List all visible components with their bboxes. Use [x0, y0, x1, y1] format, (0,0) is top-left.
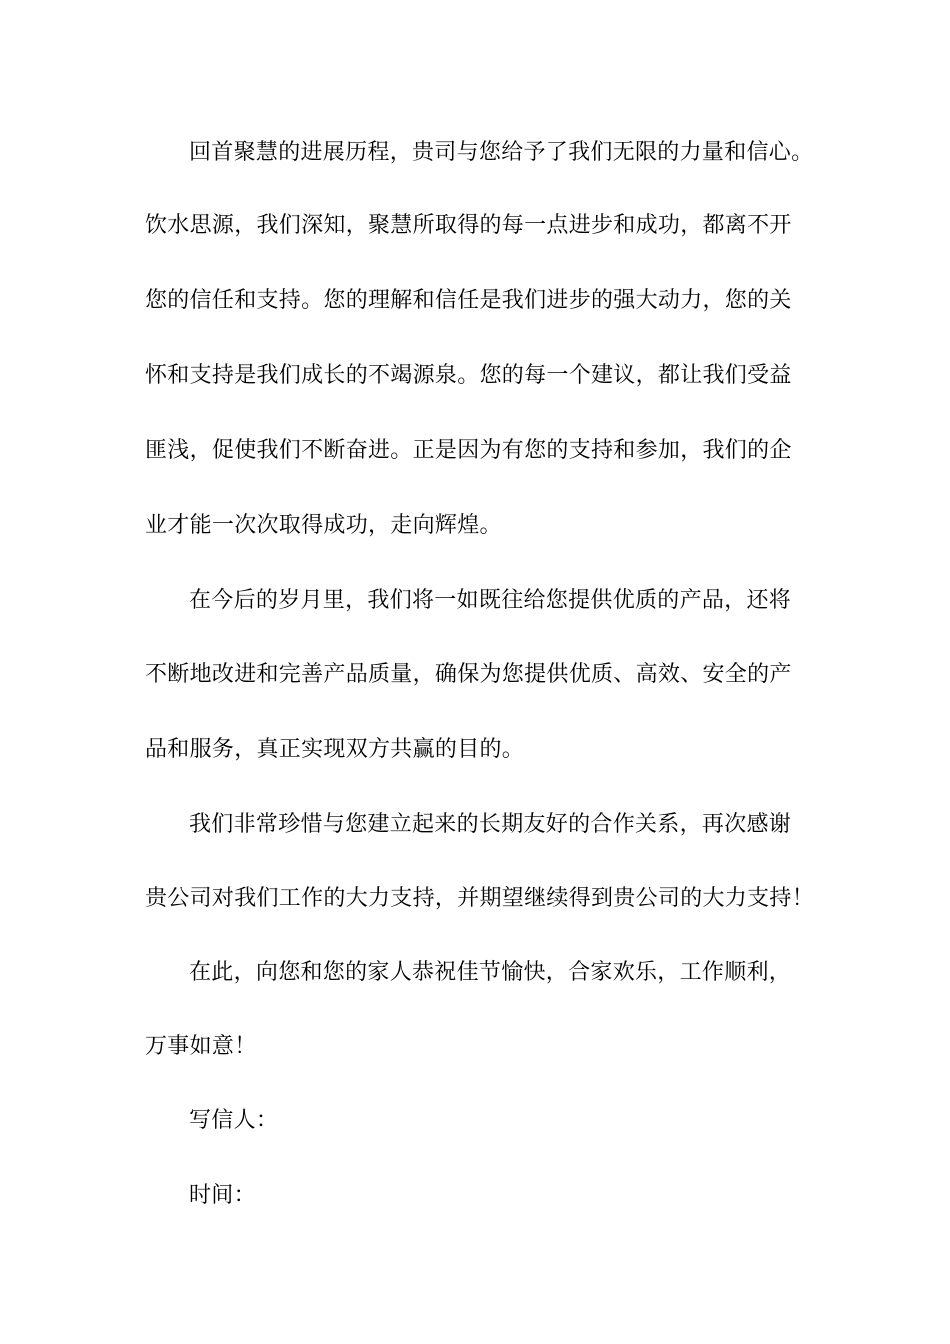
paragraph-1-line-3: 您的信任和支持。您的理解和信任是我们进步的强大动力，您的关: [145, 288, 792, 313]
paragraph-2-line-1: 在今后的岁月里，我们将一如既往给您提供优质的产品，还将: [189, 588, 792, 613]
writer-label: 写信人：: [189, 1108, 279, 1133]
paragraph-2-line-3: 品和服务，真正实现双方共赢的目的。: [145, 737, 525, 762]
paragraph-4-line-2: 万事如意！: [145, 1034, 257, 1059]
paragraph-3-line-1: 我们非常珍惜与您建立起来的长期友好的合作关系，再次感谢: [189, 812, 792, 837]
paragraph-1-line-2: 饮水思源，我们深知，聚慧所取得的每一点进步和成功，都离不开: [145, 213, 792, 238]
paragraph-4-line-1: 在此，向您和您的家人恭祝佳节愉快，合家欢乐，工作顺利，: [189, 960, 792, 985]
paragraph-3-line-2: 贵公司对我们工作的大力支持，并期望继续得到贵公司的大力支持！: [145, 886, 815, 911]
paragraph-2-line-2: 不断地改进和完善产品质量，确保为您提供优质、高效、安全的产: [145, 662, 792, 687]
paragraph-1-line-4: 怀和支持是我们成长的不竭源泉。您的每一个建议，都让我们受益: [145, 363, 792, 388]
time-label: 时间：: [189, 1183, 256, 1208]
paragraph-1-line-1: 回首聚慧的进展历程，贵司与您给予了我们无限的力量和信心。: [189, 140, 814, 165]
paragraph-1-line-6: 业才能一次次取得成功，走向辉煌。: [145, 513, 502, 538]
paragraph-1-line-5: 匪浅，促使我们不断奋进。正是因为有您的支持和参加，我们的企: [145, 438, 792, 463]
